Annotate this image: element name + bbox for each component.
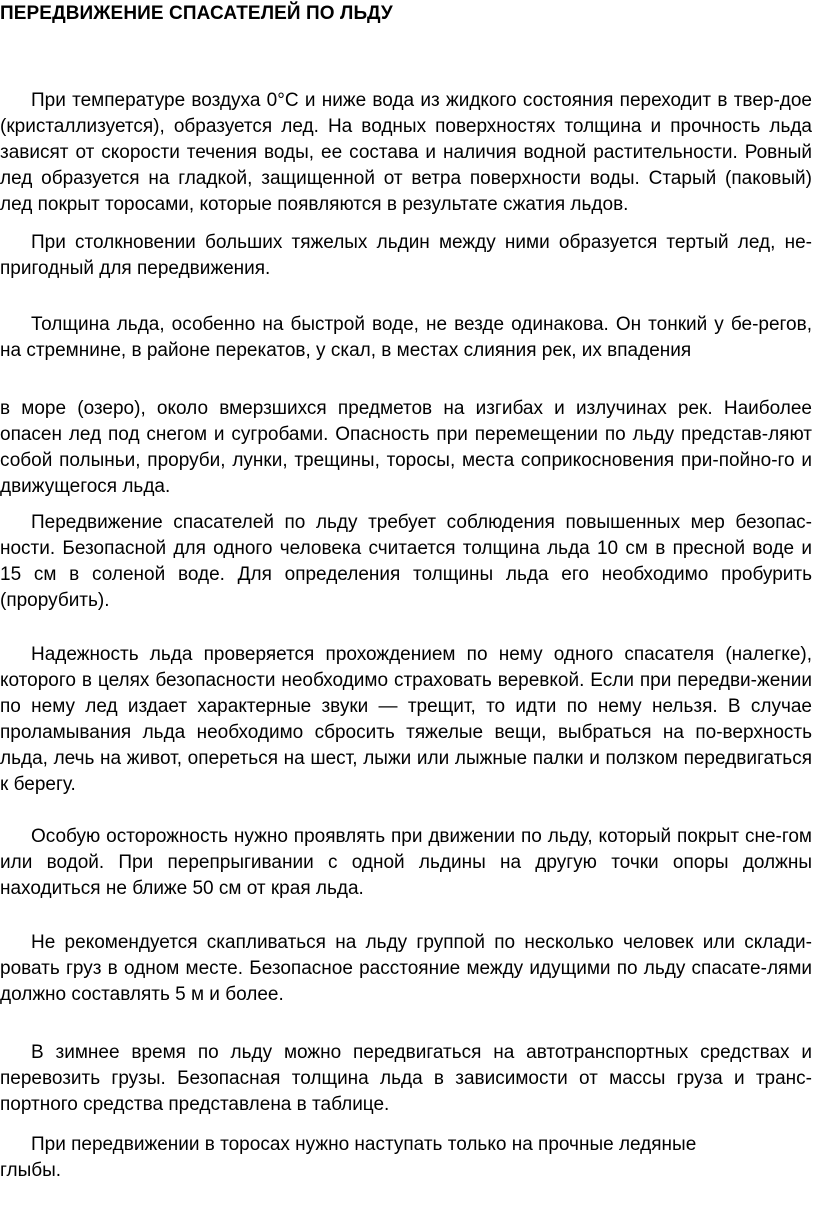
paragraph-caution: Особую осторожность нужно проявлять при движении по льду, который покрыт сне-гом или водой. При перепрыгивании с одной льдины на другую точки опоры должны находиться не ближе 50 см от края льда. bbox=[0, 826, 812, 899]
page-title: ПЕРЕДВИЖЕНИЕ СПАСАТЕЛЕЙ ПО ЛЬДУ bbox=[0, 3, 393, 24]
paragraph-ice-thickness: Толщина льда, особенно на быстрой воде, не везде одинакова. Он тонкий у бе-регов, на стремнине, в районе перекатов, у скал, в местах слияния рек, их впадения bbox=[0, 314, 812, 361]
paragraph-hummocks: При передвижении в торосах нужно наступать только на прочные ледяные глыбы. bbox=[0, 1134, 697, 1181]
paragraph-vehicles: В зимнее время по льду можно передвигаться на автотранспортных средствах и перевозить грузы. Безопасная толщина льда в зависимости от массы груза и транс-портного средства представлена в таблице. bbox=[0, 1042, 812, 1115]
paragraph-ice-dangers: в море (озеро), около вмерзшихся предметов на изгибах и излучинах рек. Наиболее опасен лед под снегом и сугробами. Опасность при перемещении по льду представ-ляют собой полыньи, проруби, лунки, трещины, торосы, места соприкосновения при-пойно-го и движущегося льда. bbox=[0, 398, 812, 497]
paragraph-crushed-ice: При столкновении больших тяжелых льдин между ними образуется тертый лед, не-пригодный для передвижения. bbox=[0, 232, 812, 279]
paragraph-grouping: Не рекомендуется скапливаться на льду группой по несколько человек или склади-ровать груз в одном месте. Безопасное расстояние между идущими по льду спасате-лями должно составлять 5 м и более. bbox=[0, 932, 812, 1005]
paragraph-ice-formation: При температуре воздуха 0°С и ниже вода из жидкого состояния переходит в твер-дое (кристаллизуется), образуется лед. На водных поверхностях толщина и прочность льда зависят от скорости течения воды, ее состава и наличия водной растительности. Ровный лед образуется на гладкой, защищенной от ветра поверхности воды. Старый (паковый) лед покрыт торосами, которые появляются в результате сжатия льдов. bbox=[0, 90, 812, 215]
paragraph-ice-reliability: Надежность льда проверяется прохождением по нему одного спасателя (налегке), которого в целях безопасности необходимо страховать веревкой. Если при передви-жении по нему лед издает характерные звуки — трещит, то идти по нему нельзя. В случае проламывания льда необходимо сбросить тяжелые вещи, выбраться на по-верхность льда, лечь на живот, опереться на шест, лыжи или лыжные палки и ползком передвигаться к берегу. bbox=[0, 644, 812, 795]
paragraph-safety-measures: Передвижение спасателей по льду требует соблюдения повышенных мер безопас-ности. Безопасной для одного человека считается толщина льда 10 см в пресной воде и 15 см в соленой воде. Для определения толщины льда его необходимо пробурить (прорубить). bbox=[0, 512, 812, 611]
